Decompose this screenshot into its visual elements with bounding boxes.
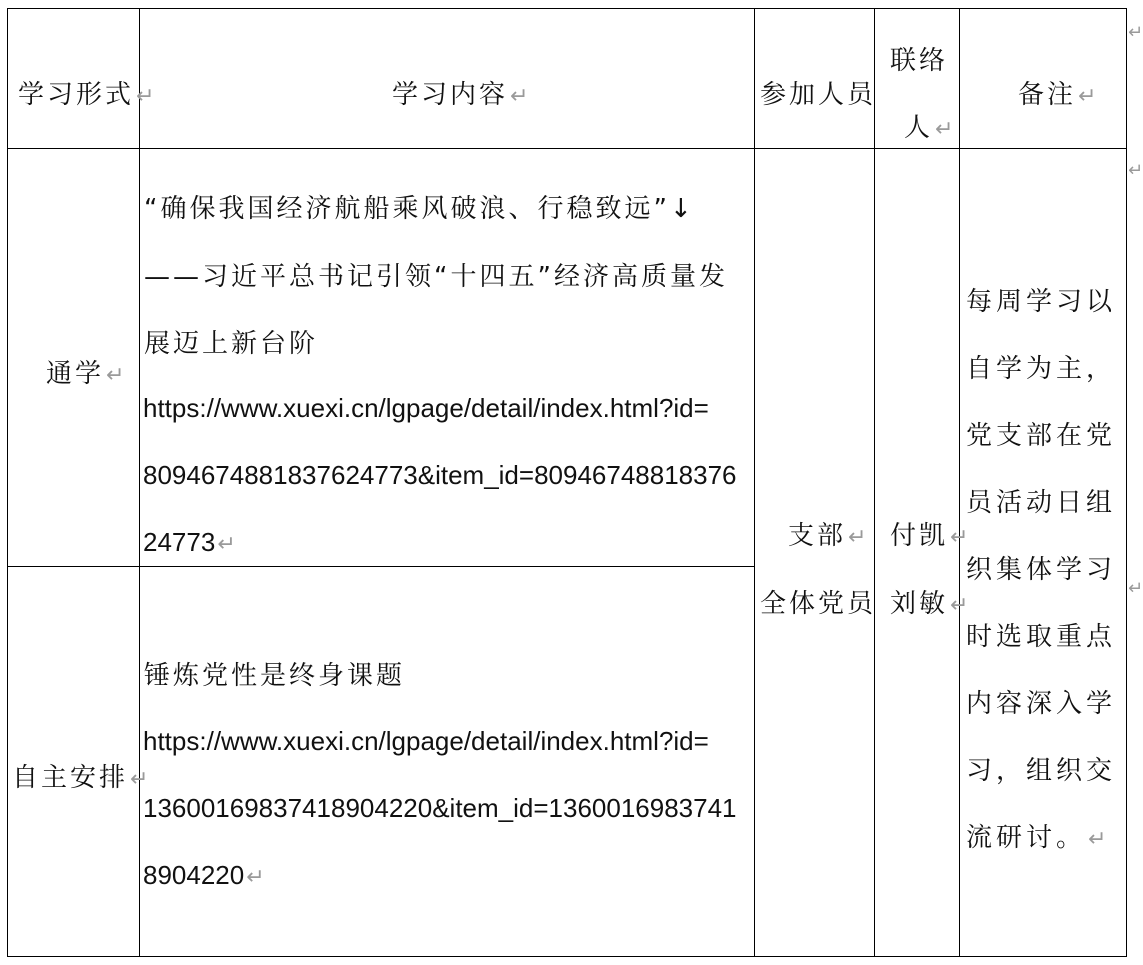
participants-label-1: 支部 bbox=[788, 521, 847, 551]
col-divider-4 bbox=[959, 8, 960, 957]
col-divider-2 bbox=[754, 8, 755, 957]
paragraph-mark-icon: ↵ bbox=[246, 864, 265, 889]
paragraph-mark-icon: ↵ bbox=[848, 525, 867, 550]
header-contact-line2 bbox=[904, 107, 953, 144]
paragraph-mark-icon: ↵ bbox=[935, 117, 954, 142]
paragraph-mark-icon: ↵ bbox=[1078, 84, 1097, 109]
header-participants-label: 参加人员 bbox=[760, 80, 877, 110]
paragraph-mark-icon: ↵ bbox=[106, 363, 125, 388]
row-divider bbox=[7, 566, 754, 567]
paragraph-mark-icon: ↵ bbox=[217, 531, 236, 556]
paragraph-mark-icon: ↵ bbox=[950, 593, 969, 618]
row1-url-line[interactable] bbox=[143, 527, 236, 558]
notes-line: 党支部在党 bbox=[966, 421, 1117, 451]
row2-form-label: 自主安排 bbox=[12, 763, 129, 793]
paragraph-mark-icon: ↵ bbox=[130, 767, 149, 792]
table-left-border bbox=[7, 8, 8, 957]
contact-line2 bbox=[890, 583, 968, 620]
header-notes bbox=[1018, 74, 1096, 111]
row1-content-line: 展迈上新台阶 bbox=[144, 329, 319, 359]
notes-line: 织集体学习 bbox=[966, 555, 1117, 585]
paragraph-mark-icon: ↵ bbox=[950, 525, 969, 550]
contact-name-1: 付凯 bbox=[890, 521, 949, 551]
paragraph-mark-icon: ↵ bbox=[510, 84, 529, 109]
notes-last-text: 流研讨。 bbox=[966, 823, 1087, 853]
row1-url-line[interactable]: 8094674881837624773&item_id=80946748818376 bbox=[143, 460, 737, 490]
notes-line: 自学为主， bbox=[966, 354, 1117, 384]
notes-line: 每周学习以 bbox=[966, 287, 1117, 317]
row2-form bbox=[12, 757, 148, 794]
header-contact-label-1: 联络 bbox=[890, 46, 949, 76]
row1-content-line: ——习近平总书记引领“十四五”经济高质量发 bbox=[144, 262, 728, 292]
header-contact-line1 bbox=[890, 40, 948, 77]
notes-line bbox=[966, 817, 1106, 854]
notes-line: 时选取重点 bbox=[966, 622, 1117, 652]
header-content bbox=[392, 74, 528, 111]
notes-line: 内容深入学 bbox=[966, 689, 1117, 719]
notes-line: 习，组织交 bbox=[966, 756, 1117, 786]
row1-form bbox=[46, 353, 124, 390]
row2-url-line[interactable]: https://www.xuexi.cn/lgpage/detail/index.html?id= bbox=[143, 726, 709, 756]
row2-content-line: 锤炼党性是终身课题 bbox=[144, 661, 406, 691]
row1-content-line: “确保我国经济航船乘风破浪、行稳致远”↓ bbox=[144, 194, 695, 224]
row-end-mark-icon: ↵ bbox=[1128, 160, 1143, 181]
row2-url-tail[interactable]: 8904220 bbox=[143, 860, 245, 890]
header-content-label: 学习内容 bbox=[392, 80, 509, 110]
col-divider-3 bbox=[874, 8, 875, 957]
row-end-mark-icon: ↵ bbox=[1128, 578, 1143, 599]
header-contact-label-2: 人 bbox=[904, 113, 934, 143]
paragraph-mark-icon: ↵ bbox=[136, 84, 155, 109]
notes-line: 员活动日组 bbox=[966, 488, 1117, 518]
header-form bbox=[18, 74, 154, 111]
participants-line1 bbox=[788, 515, 866, 552]
contact-line1 bbox=[890, 515, 968, 552]
row2-url-line[interactable] bbox=[143, 860, 265, 891]
header-notes-label: 备注 bbox=[1018, 80, 1077, 110]
header-form-label: 学习形式 bbox=[18, 80, 135, 110]
participants-line2: 全体党员 bbox=[760, 589, 877, 619]
header-participants bbox=[760, 74, 876, 111]
row1-url-tail[interactable]: 24773 bbox=[143, 527, 216, 557]
row2-url-line[interactable]: 13600169837418904220&item_id=1360016983741 bbox=[143, 793, 737, 823]
paragraph-mark-icon: ↵ bbox=[1088, 827, 1107, 852]
contact-name-2: 刘敏 bbox=[890, 589, 949, 619]
row-end-mark-icon: ↵ bbox=[1128, 22, 1143, 43]
row1-form-label: 通学 bbox=[46, 359, 105, 389]
row1-url-line[interactable]: https://www.xuexi.cn/lgpage/detail/index.html?id= bbox=[143, 393, 709, 423]
table-right-border bbox=[1126, 8, 1127, 957]
col-divider-1 bbox=[139, 8, 140, 957]
